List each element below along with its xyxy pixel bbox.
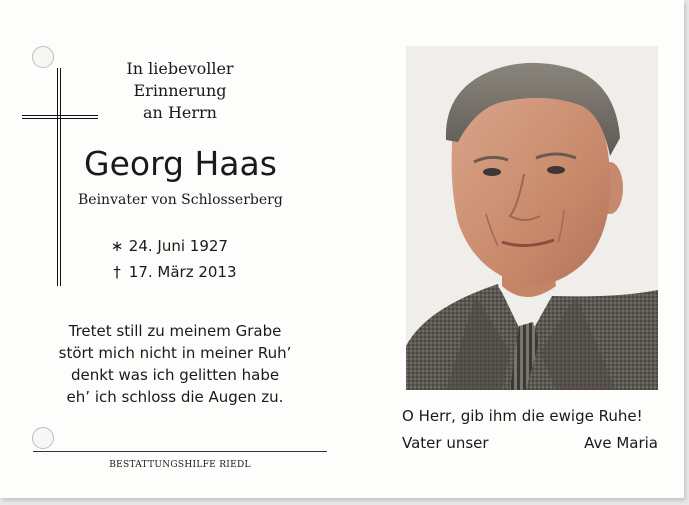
footer-divider	[33, 451, 327, 452]
prayer-ave-maria: Ave Maria	[584, 434, 658, 452]
cross-icon-horizontal-beam	[22, 115, 98, 119]
prayer-line: O Herr, gib ihm die ewige Ruhe!	[402, 407, 643, 425]
funeral-home-name: BESTATTUNGSHILFE RIEDL	[109, 460, 251, 470]
memorial-poem	[40, 320, 310, 408]
intro-text	[100, 58, 260, 124]
life-dates	[110, 233, 250, 285]
poem-line: stört mich nicht in meiner Ruh’	[58, 344, 292, 362]
punch-hole-top	[32, 46, 54, 68]
portrait-photo	[406, 46, 658, 390]
deceased-name: Georg Haas	[84, 144, 277, 183]
birth-star-icon: ∗	[110, 237, 124, 255]
intro-line-2: Erinnerung	[133, 81, 227, 100]
poem-line: Tretet still zu meinem Grabe	[68, 322, 282, 340]
intro-line-3: an Herrn	[143, 103, 217, 122]
prayer-names	[402, 433, 658, 453]
death-date-line	[110, 259, 250, 285]
poem-line: denkt was ich gelitten habe	[70, 366, 280, 384]
cross-icon-vertical-beam	[57, 68, 61, 286]
death-cross-icon: †	[113, 263, 121, 281]
birth-date: 24. Juni 1927	[128, 237, 228, 255]
prayer-vater-unser: Vater unser	[402, 434, 489, 452]
punch-hole-bottom	[32, 427, 54, 449]
death-date: 17. März 2013	[128, 263, 237, 281]
birth-date-line	[110, 233, 250, 259]
deceased-subtitle: Beinvater von Schlosserberg	[78, 192, 283, 208]
poem-line: eh’ ich schloss die Augen zu.	[66, 388, 284, 406]
intro-line-1: In liebevoller	[126, 59, 234, 78]
